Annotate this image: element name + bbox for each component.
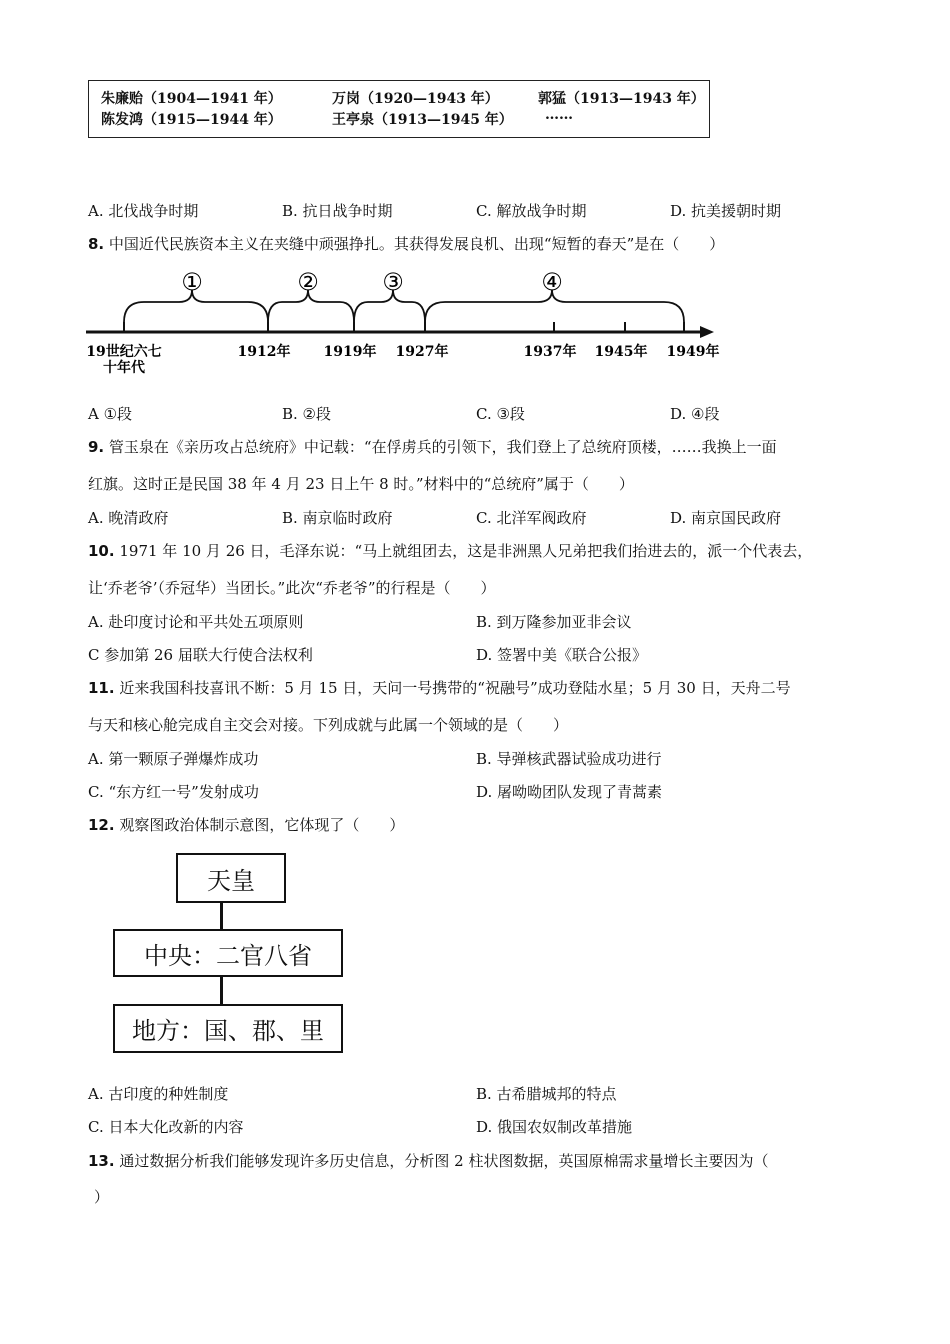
year-label: 1927年 [395,344,449,360]
q9-stem-line1 [88,436,777,457]
connector-line [220,977,223,1005]
q11-option-d[interactable]: D. 屠呦呦团队发现了青蒿素 [476,783,663,801]
q8-stem [88,233,724,254]
central-gov-box: 中央：二官八省 [113,929,343,977]
q7-option-c[interactable]: C. 解放战争时期 [476,202,587,220]
year-label: 1945年 [594,344,648,360]
q12-option-b[interactable]: B. 古希腊城邦的特点 [476,1085,617,1103]
question-text: 近来我国科技喜讯不断：5 月 15 日，天问一号携带的“祝融号”成功登陆水星；5 月 30 日，天舟二号 [119,679,791,697]
question-number: 8. [88,235,105,253]
question-number: 11. [88,679,115,697]
year-label: 1949年 [666,344,720,360]
connector-line [220,903,223,930]
question-number: 12. [88,816,115,834]
segment-label: ④ [541,268,563,296]
q7-option-d[interactable]: D. 抗美援朝时期 [670,202,782,220]
q12-option-c[interactable]: C. 日本大化改新的内容 [88,1118,244,1136]
q12-option-a[interactable]: A. 古印度的种姓制度 [88,1085,229,1103]
q8-option-b[interactable]: B. ②段 [282,405,332,423]
names-table [88,80,710,138]
timeline-arrow [700,326,714,338]
segment-label: ③ [382,268,404,296]
q11-stem-line1 [88,677,791,698]
q10-option-d[interactable]: D. 签署中美《联合公报》 [476,646,648,664]
question-text: 1971 年 10 月 26 日，毛泽东说：“马上就组团去，这是非洲黑人兄弟把我们抬进去的，派一个代表去， [119,542,813,560]
question-number: 13. [88,1152,115,1170]
q10-option-a[interactable]: A. 赴印度讨论和平共处五项原则 [88,613,304,631]
q9-stem-line2: 红旗。这时正是民国 38 年 4 月 23 日上午 8 时。”材料中的“总统府”属于（ ） [88,475,634,493]
name-cell: 王亭泉（1913—1945 年） [332,112,513,128]
q10-option-b[interactable]: B. 到万隆参加亚非会议 [476,613,632,631]
question-text: 观察图政治体制示意图，它体现了（ ） [119,816,405,834]
segment-label: ① [181,268,203,296]
name-cell: 郭猛（1913—1943 年） [538,91,705,107]
year-label: 1937年 [523,344,577,360]
question-number: 10. [88,542,115,560]
year-label: 1912年 [237,344,291,360]
q12-option-d[interactable]: D. 俄国农奴制改革措施 [476,1118,633,1136]
q10-option-c[interactable]: C 参加第 26 届联大行使合法权利 [88,646,313,664]
q8-option-d[interactable]: D. ④段 [670,405,720,423]
q8-timeline [84,262,724,384]
question-text: 管玉泉在《亲历攻占总统府》中记载：“在俘虏兵的引领下，我们登上了总统府顶楼，……我换上一面 [108,438,777,456]
question-number: 9. [88,438,105,456]
question-text: 中国近代民族资本主义在夹缝中顽强挣扎。其获得发展良机、出现“短暂的春天”是在（ ） [108,235,725,253]
name-cell: 朱廉贻（1904—1941 年） [101,91,282,107]
q7-option-b[interactable]: B. 抗日战争时期 [282,202,393,220]
segment-label: ② [297,268,319,296]
q11-stem-line2: 与天和核心舱完成自主交会对接。下列成就与此属一个领域的是（ ） [88,716,569,734]
local-gov-box: 地方：国、郡、里 [113,1004,343,1053]
q7-option-a[interactable]: A. 北伐战争时期 [88,202,199,220]
question-text: 通过数据分析我们能够发现许多历史信息，分析图 2 柱状图数据，英国原棉需求量增长主要因为（ [119,1152,769,1170]
q11-option-b[interactable]: B. 导弹核武器试验成功进行 [476,750,662,768]
q10-stem-line1 [88,540,812,561]
name-cell: …… [545,107,573,123]
q11-option-a[interactable]: A. 第一颗原子弹爆炸成功 [88,750,259,768]
q13-stem-line2: ） [94,1188,110,1206]
q9-option-a[interactable]: A. 晚清政府 [88,509,169,527]
q10-stem-line2: 让‘乔老爷’（乔冠华）当团长。”此次“乔老爷”的行程是（ ） [88,579,496,597]
name-cell: 陈发鸿（1915—1944 年） [101,112,282,128]
q9-option-d[interactable]: D. 南京国民政府 [670,509,782,527]
year-label: 1919年 [323,344,377,360]
year-label: 19世纪六七十年代 [86,344,162,376]
q9-option-c[interactable]: C. 北洋军阀政府 [476,509,587,527]
q11-option-c[interactable]: C. “东方红一号”发射成功 [88,783,259,801]
name-cell: 万岗（1920—1943 年） [332,91,499,107]
q8-option-c[interactable]: C. ③段 [476,405,525,423]
emperor-box: 天皇 [176,853,286,903]
q9-option-b[interactable]: B. 南京临时政府 [282,509,393,527]
q8-option-a[interactable]: A ①段 [88,405,133,423]
q12-stem [88,814,404,835]
q13-stem-line1 [88,1150,768,1171]
